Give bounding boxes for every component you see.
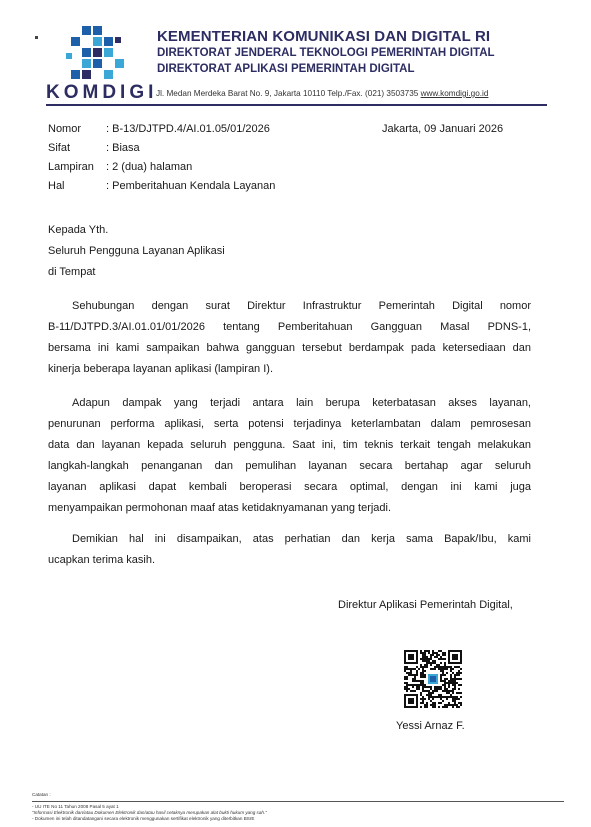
paragraph-1 [48,296,531,380]
footer-note-1: - UU ITE No 11 Tahun 2008 Pasal 5 ayat 1 [32,804,119,809]
directorate-general-name: DIREKTORAT JENDERAL TEKNOLOGI PEMERINTAH DIGITAL [157,47,495,59]
ministry-name: KEMENTERIAN KOMUNIKASI DAN DIGITAL RI [157,28,491,45]
footer-note-3: - Dokumen ini telah ditandatangani secara elektronik menggunakan sertifikat elektronik yang diterbitkan BSrE [32,816,255,821]
recipient-place: di Tempat [48,266,96,278]
nomor-value: : B-13/DJTPD.4/AI.01.05/01/2026 [106,123,270,135]
place-date: Jakarta, 09 Januari 2026 [382,123,504,135]
brand-wordmark: KOMDIGI [46,82,158,103]
footer-divider [32,801,564,802]
address-line [156,89,488,98]
paragraph-line: Adapun dampak yang terjadi antara lain berupa keterbatasan akses layanan, [72,397,531,409]
paragraph-line: Demikian hal ini disampaikan, atas perhatian dan kerja sama Bapak/Ibu, kami [72,533,531,545]
lampiran-value: : 2 (dua) halaman [106,161,193,173]
qr-code-icon [404,650,462,708]
lampiran-label: Lampiran [48,161,94,173]
paragraph-line: bersama ini kami sampaikan bahwa gangguan tersebut berdampak pada ketersediaan dan [48,342,531,354]
paragraph-line: Sehubungan dengan surat Direktur Infrastruktur Pemerintah Digital nomor [72,300,531,312]
komdigi-logo-icon [64,24,126,82]
paragraph-line: kinerja beberapa layanan aplikasi (lampiran I). [48,363,274,375]
header-divider [46,104,547,106]
footer-note-2: "Informasi Elektronik dan/atau Dokumen Elektronik dan/atau hasil cetaknya merupakan alat bukti hukum yang sah." [32,810,267,815]
address-text: Jl. Medan Merdeka Barat No. 9, Jakarta 10110 Telp./Fax. (021) 3503735 [156,89,419,98]
paragraph-line: langkah-langkah penanganan dan pemulihan layanan secara bertahap agar seluruh [48,460,531,472]
paragraph-line: menyampaikan permohonan maaf atas ketidaknyamanan yang terjadi. [48,502,392,514]
sifat-value: : Biasa [106,142,140,154]
signatory-title: Direktur Aplikasi Pemerintah Digital, [338,599,513,611]
paragraph-line: B-11/DJTPD.3/AI.01.01/01/2026 tentang Pemberitahuan Gangguan Masal PDNS-1, [48,321,531,333]
paragraph-2 [48,393,531,519]
hal-label: Hal [48,180,65,192]
paragraph-3 [48,529,531,571]
directorate-name: DIREKTORAT APLIKASI PEMERINTAH DIGITAL [157,63,415,75]
footer-heading: Catatan : [32,792,51,797]
paragraph-line: penurunan performa aplikasi, serta potensi terjadinya keterlambatan dalam pemrosesan [48,418,531,430]
margin-mark [35,36,38,39]
website-link[interactable]: www.komdigi.go.id [420,89,489,98]
paragraph-line: data dan layanan kepada seluruh pengguna. Saat ini, tim teknis terkait tengah melakukan [48,439,531,451]
paragraph-line: layanan aplikasi dapat kembali beroperasi secara optimal, dengan ini kami juga [48,481,531,493]
recipient-salutation: Kepada Yth. [48,224,109,236]
hal-value: : Pemberitahuan Kendala Layanan [106,180,276,192]
signatory-name: Yessi Arnaz F. [396,720,465,732]
sifat-label: Sifat [48,142,71,154]
nomor-label: Nomor [48,123,82,135]
recipient-name: Seluruh Pengguna Layanan Aplikasi [48,245,225,257]
paragraph-line: ucapkan terima kasih. [48,554,155,566]
